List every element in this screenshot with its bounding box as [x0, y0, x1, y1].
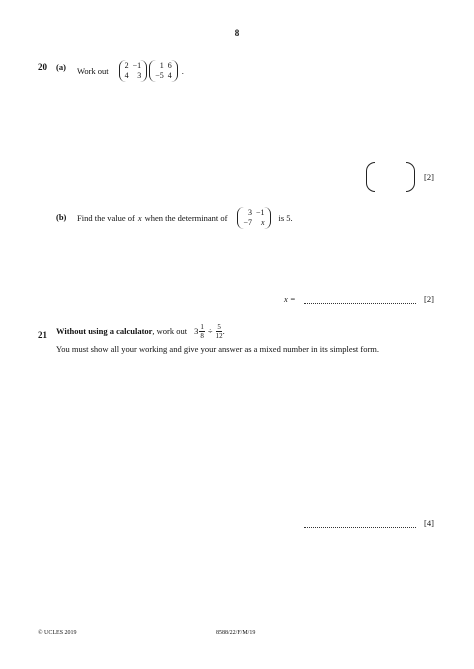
matrix-cell: 1	[159, 61, 164, 70]
matrix-cell: −7	[243, 218, 252, 227]
q21-question	[56, 323, 225, 340]
q20a-text: Work out	[77, 65, 109, 76]
matrix-cell: 6	[167, 61, 172, 70]
matrix-cell: x	[260, 218, 265, 227]
matrix-cell: 3	[248, 208, 252, 217]
q21-marks: [4]	[424, 518, 434, 528]
answer-bracket-left	[366, 162, 375, 192]
fraction-numerator: 1	[200, 323, 204, 331]
footer-copyright: © UCLES 2019	[38, 630, 77, 636]
footer-code: 8588/22/F/M/19	[216, 630, 256, 636]
q20b-question	[77, 207, 293, 229]
q20a-marks: [2]	[424, 172, 434, 182]
matrix-cell: 4	[124, 71, 129, 80]
q20a-end: .	[181, 65, 184, 76]
matrix-cell: −1	[256, 208, 265, 217]
q21-answer-line[interactable]	[304, 527, 416, 528]
question-21-number: 21	[38, 330, 47, 340]
answer-bracket-right	[406, 162, 415, 192]
q20a-matrix-1	[119, 60, 148, 82]
q21-whole: 3	[194, 326, 199, 336]
fraction-denominator: 12	[215, 332, 223, 340]
q20b-matrix	[237, 207, 270, 229]
q20b-answer-label: x =	[284, 294, 296, 304]
q20a-question	[77, 60, 184, 82]
matrix-cell: 3	[137, 71, 142, 80]
matrix-cell: 2	[124, 61, 129, 70]
q20b-label: (b)	[56, 212, 67, 222]
q21-operator: ÷	[207, 326, 213, 336]
matrix-cell: 4	[167, 71, 172, 80]
matrix-cell: −5	[155, 71, 164, 80]
q21-end: .	[222, 326, 225, 336]
q20b-text-post: is 5.	[278, 212, 293, 223]
q21-fraction-1	[199, 323, 205, 340]
q21-fraction-2	[216, 323, 223, 340]
q21-instruction: You must show all your working and give your answer as a mixed number in its simplest form.	[56, 344, 380, 354]
page-number: 8	[234, 28, 240, 38]
q21-bold-text: Without using a calculator	[56, 326, 153, 336]
fraction-denominator: 8	[200, 332, 204, 340]
question-20-number: 20	[38, 62, 47, 72]
q20b-text-pre: Find the value of	[77, 212, 135, 223]
q21-text: , work out	[152, 326, 188, 336]
matrix-cell: −1	[132, 61, 142, 70]
q20b-var: x	[137, 212, 142, 223]
q20b-marks: [2]	[424, 294, 434, 304]
fraction-numerator: 5	[217, 323, 221, 331]
q20a-label: (a)	[56, 62, 66, 72]
q20b-text-mid: when the determinant of	[144, 212, 228, 223]
q20b-answer-line[interactable]	[304, 303, 416, 304]
q20a-matrix-2	[149, 60, 178, 82]
